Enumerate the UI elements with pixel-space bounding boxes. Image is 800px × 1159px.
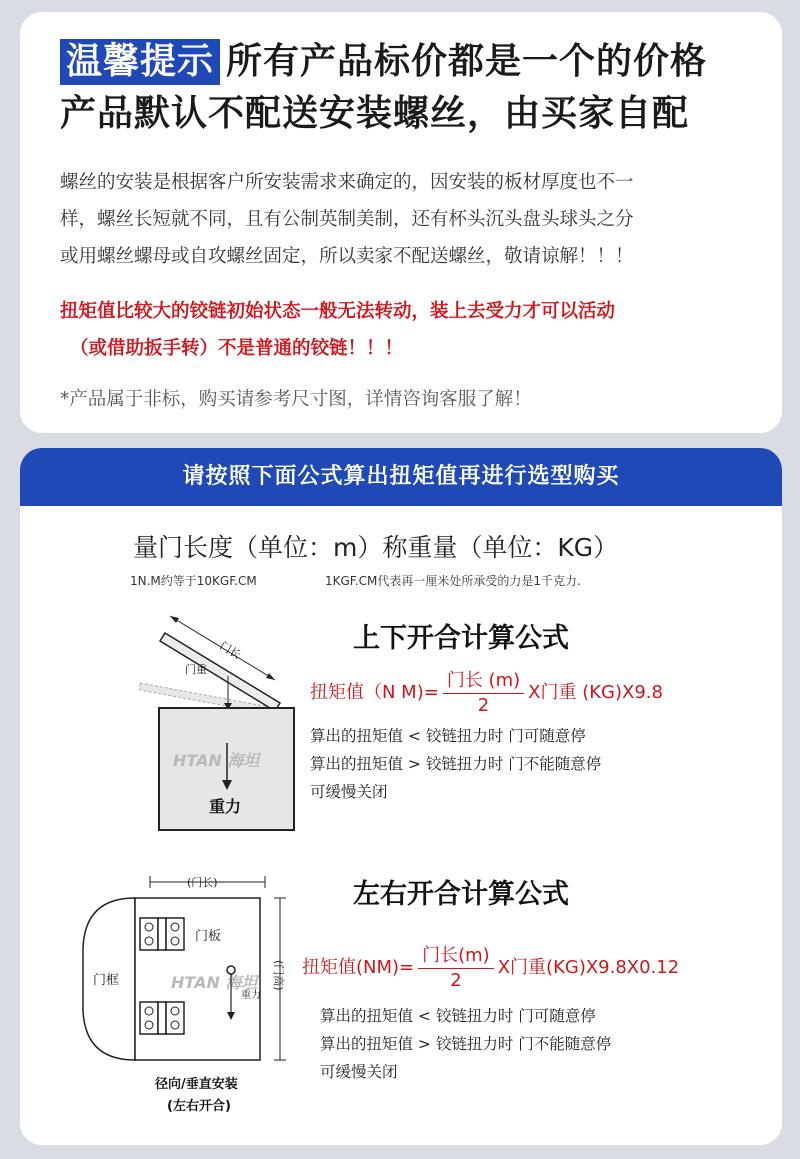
door-length-label: 门长 (217, 639, 244, 662)
headline-line2: 产品默认不配送安装螺丝，由买家自配 (60, 93, 690, 134)
formula-rhs: X门重 (KG)X9.8 (528, 682, 663, 703)
rule-line: 可缓慢关闭 (310, 783, 388, 801)
door-length-label: (门长) (187, 876, 218, 889)
formula-lhs: 扭矩值（N M)= (310, 682, 439, 703)
units-line: 量门长度（单位：m）称重量（单位：KG） (133, 533, 619, 562)
gravity-label: 重力 (241, 990, 261, 1001)
horizontal-formula-title: 左右开合计算公式 (353, 879, 569, 910)
formula-denominator: 2 (477, 695, 490, 716)
caption-install: 径向/垂直安装 (155, 1077, 238, 1092)
para-line: 样，螺丝长短就不同，且有公制英制美制，还有杯头沉头盘头球头之分 (60, 209, 634, 230)
vertical-rules (310, 722, 601, 806)
torque-warning (60, 293, 742, 367)
formula-banner: 请按照下面公式算出扭矩值再进行选型购买 (20, 448, 782, 506)
formula-card (20, 448, 782, 1145)
horizontal-hinge-diagram (75, 870, 290, 1120)
vertical-hinge-diagram (135, 608, 320, 838)
warning-line: （或借助扳手转）不是普通的铰链！！！ (70, 338, 404, 359)
unit-note-left: 1N.M约等于10KGF.CM (130, 574, 257, 588)
unit-note-right: 1KGF.CM代表再一厘米处所承受的力是1千克力. (325, 574, 581, 588)
watermark: HTAN 海坦 (171, 973, 258, 992)
caption-open: (左右开合) (167, 1099, 231, 1114)
notice-tag: 温馨提示 (60, 39, 220, 85)
rule-line: 算出的扭矩值 > 铰链扭力时 门不能随意停 (310, 755, 602, 773)
non-standard-note: *产品属于非标，购买请参考尺寸图，详情咨询客服了解！ (60, 389, 532, 410)
headline-line1 (60, 36, 742, 88)
para-line: 螺丝的安装是根据客户所安装需求来确定的，因安装的板材厚度也不一 (60, 172, 634, 193)
watermark: HTAN 海坦 (173, 751, 260, 770)
door-frame-label: 门框 (93, 973, 120, 988)
rule-line: 算出的扭矩值 < 铰链扭力时 门可随意停 (320, 1007, 596, 1025)
vertical-formula (310, 666, 663, 716)
formula-fraction (418, 941, 494, 991)
formula-numerator: 门长(m) (418, 941, 494, 969)
formula-fraction (443, 666, 524, 716)
rule-line: 算出的扭矩值 < 铰链扭力时 门可随意停 (310, 727, 586, 745)
formula-rhs: X门重(KG)X9.8X0.12 (497, 957, 680, 978)
door-height-label: (门高) (272, 960, 285, 991)
screw-explanation (60, 164, 742, 275)
formula-lhs: 扭矩值(NM)= (302, 957, 415, 978)
door-weight-label: 门重 (185, 663, 207, 676)
warning-line: 扭矩值比较大的铰链初始状态一般无法转动，装上去受力才可以活动 (60, 301, 616, 322)
formula-numerator: 门长 (m) (443, 666, 524, 694)
horizontal-rules (320, 1002, 611, 1086)
formula-denominator: 2 (450, 970, 462, 991)
gravity-label: 重力 (209, 797, 242, 816)
door-panel-label: 门板 (195, 929, 222, 944)
para-line: 或用螺丝螺母或自攻螺丝固定，所以卖家不配送螺丝，敬请谅解！！！ (60, 246, 634, 267)
vertical-formula-title: 上下开合计算公式 (353, 623, 569, 654)
horizontal-formula (302, 941, 679, 991)
notice-card (20, 12, 782, 433)
headline-line1-text: 所有产品标价都是一个的价格 (226, 41, 708, 82)
rule-line: 可缓慢关闭 (320, 1063, 398, 1081)
rule-line: 算出的扭矩值 > 铰链扭力时 门不能随意停 (320, 1035, 612, 1053)
